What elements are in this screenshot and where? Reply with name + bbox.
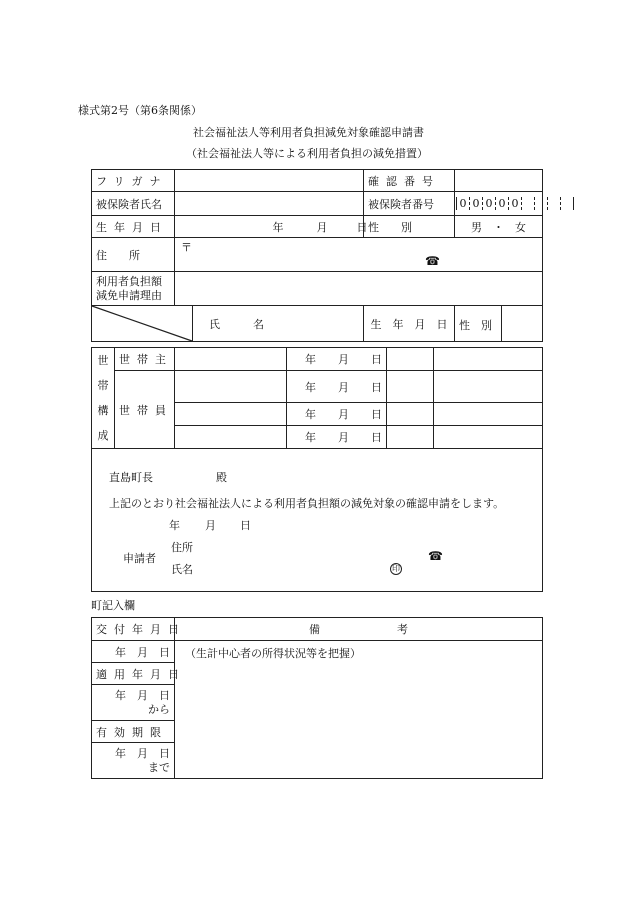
dob-month-unit: 月	[316, 220, 328, 234]
confirm-number-label: 確認番号	[364, 170, 455, 192]
postal-mark: 〒	[181, 241, 192, 254]
member-sex-field[interactable]	[387, 403, 434, 426]
furigana-field[interactable]	[175, 170, 364, 192]
member-sex-field[interactable]	[387, 426, 434, 449]
applicant-name-label: 氏名	[171, 563, 193, 576]
form-number: 様式第2号（第6条関係）	[78, 104, 202, 117]
member-name-field[interactable]	[175, 426, 287, 449]
member-dob-field[interactable]: 年 月 日	[287, 403, 387, 426]
remarks-header: 備 考	[175, 618, 543, 641]
member-name-field[interactable]	[175, 403, 287, 426]
reason-label	[92, 272, 175, 306]
col-name-header: 氏 名	[193, 306, 364, 342]
apply-date-label: 適用年月日	[92, 663, 175, 685]
phone-icon: ☎	[425, 254, 440, 268]
furigana-label: フリガナ	[92, 170, 175, 192]
insured-number-boxes[interactable]	[456, 197, 574, 210]
household-head-label: 世帯主	[115, 348, 175, 371]
confirm-number-field[interactable]	[455, 170, 543, 192]
insured-number-digit[interactable]	[560, 197, 574, 210]
address-label: 住 所	[92, 238, 175, 272]
member-name-field[interactable]	[175, 371, 287, 403]
seal-mark: 印	[392, 564, 400, 573]
col-sex-mark-header	[455, 306, 543, 342]
member-dob-field[interactable]: 年 月 日	[287, 426, 387, 449]
group-char-3: 構	[97, 404, 109, 417]
group-char-4: 成	[97, 429, 109, 442]
reason-label-line1: 利用者負担額	[96, 274, 162, 288]
member-mark-field[interactable]	[434, 403, 543, 426]
reason-label-line2: 減免申請理由	[96, 288, 162, 302]
applicant-phone-icon: ☎	[428, 549, 443, 563]
member-dob-field[interactable]: 年 月 日	[287, 371, 387, 403]
household-member-label: 世帯員	[115, 371, 175, 449]
head-dob-field[interactable]: 年 月 日	[287, 348, 387, 371]
member-mark-field[interactable]	[434, 371, 543, 403]
declaration-month-unit: 月	[205, 519, 216, 532]
dob-field[interactable]	[175, 216, 368, 238]
insured-number-digit[interactable]: 0	[469, 197, 482, 210]
household-corner-cell	[92, 306, 193, 342]
applicant-label: 申請者	[123, 552, 156, 565]
head-sex-field[interactable]	[387, 348, 434, 371]
head-mark-field[interactable]	[434, 348, 543, 371]
form-title: 社会福祉法人等利用者負担減免対象確認申請書	[193, 126, 424, 139]
insured-number-digit[interactable]	[547, 197, 560, 210]
from-label: から	[148, 702, 170, 716]
reason-field[interactable]	[175, 272, 543, 306]
insured-number-digit[interactable]	[534, 197, 547, 210]
member-sex-field[interactable]	[387, 371, 434, 403]
sex-label: 性 別	[364, 216, 455, 238]
diagonal-line	[92, 306, 192, 341]
insured-number-digit[interactable]: 0	[508, 197, 521, 210]
insured-number-field[interactable]	[455, 192, 543, 216]
dob-year-unit: 年	[272, 220, 284, 234]
honorific: 殿	[216, 471, 227, 484]
issue-date-value[interactable]: 年 月 日	[92, 641, 175, 663]
declaration-statement: 上記のとおり社会福祉法人による利用者負担額の減免対象の確認申請をします。	[109, 497, 505, 510]
apply-date-placeholder: 年 月 日	[115, 688, 170, 702]
apply-date-value[interactable]	[92, 685, 175, 721]
applicant-table	[91, 169, 543, 342]
remarks-text: （生計中心者の所得状況等を把握）	[185, 647, 361, 660]
declaration-year-unit: 年	[169, 519, 180, 532]
applicant-address-label: 住所	[171, 541, 193, 554]
insured-name-label: 被保険者氏名	[92, 192, 175, 216]
valid-until-value[interactable]	[92, 743, 175, 779]
group-char-1: 世	[97, 354, 109, 367]
member-mark-field[interactable]	[434, 426, 543, 449]
declaration-day-unit: 日	[240, 519, 251, 532]
insured-number-digit[interactable]	[521, 197, 534, 210]
valid-until-label: 有効期限	[92, 721, 175, 743]
household-group-label	[92, 348, 115, 449]
col-sex-header: 性 別	[459, 319, 492, 332]
addressee: 直島町長	[109, 471, 153, 484]
household-table	[91, 347, 543, 592]
insured-number-digit[interactable]: 0	[456, 197, 469, 210]
address-field[interactable]	[175, 238, 543, 272]
form-subtitle: （社会福祉法人等による利用者負担の減免措置）	[186, 147, 428, 160]
office-table	[91, 617, 543, 779]
dob-label: 生年月日	[92, 216, 175, 238]
office-section-label: 町記入欄	[91, 599, 135, 612]
insured-number-digit[interactable]: 0	[482, 197, 495, 210]
declaration-box	[92, 449, 543, 592]
valid-date-placeholder: 年 月 日	[115, 746, 170, 760]
remarks-field[interactable]	[175, 641, 543, 779]
col-dob-header: 生 年 月 日	[364, 306, 455, 342]
issue-date-label: 交付年月日	[92, 618, 175, 641]
group-char-2: 帯	[97, 379, 109, 392]
insured-number-label: 被保険者番号	[364, 192, 455, 216]
head-name-field[interactable]	[175, 348, 287, 371]
until-label: まで	[148, 760, 170, 774]
insured-number-digit[interactable]: 0	[495, 197, 508, 210]
insured-name-field[interactable]	[175, 192, 364, 216]
sex-options[interactable]: 男 ・ 女	[455, 216, 543, 238]
dob-day-unit: 日	[356, 220, 368, 234]
